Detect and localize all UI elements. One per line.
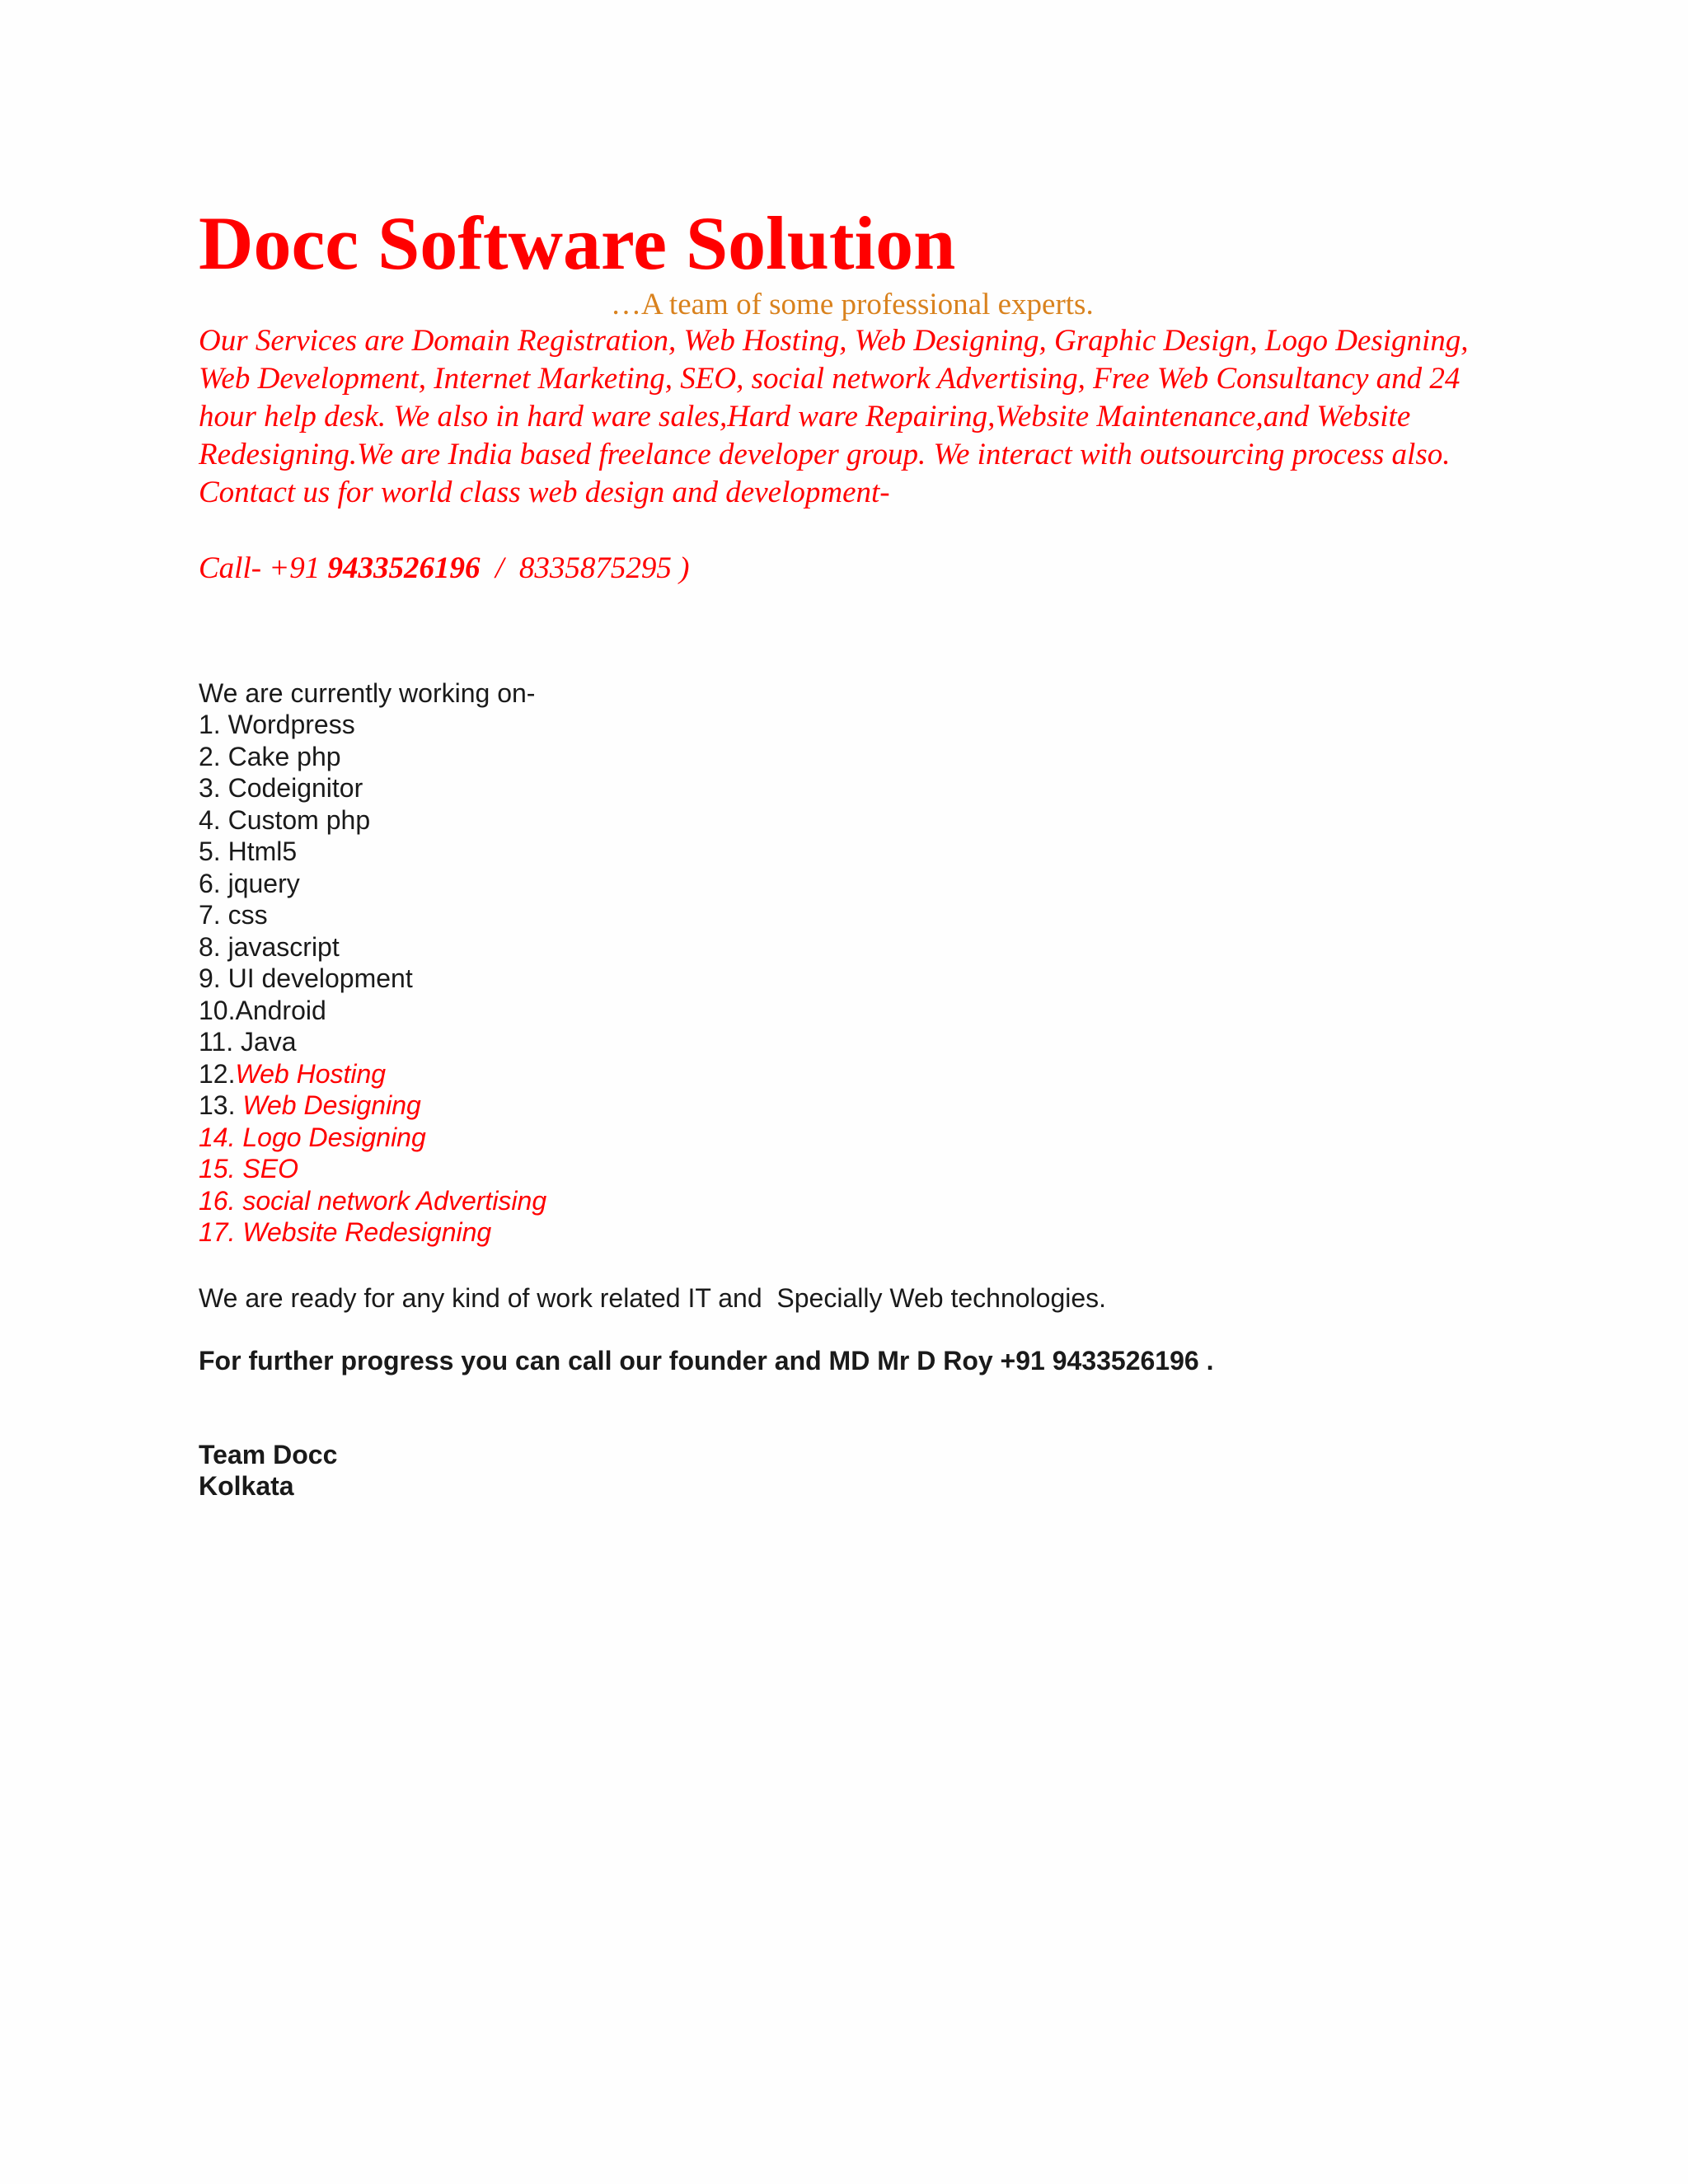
list-item: 12.Web Hosting xyxy=(199,1058,387,1089)
list-item: 13. Web Designing xyxy=(199,1090,421,1120)
company-tagline: …A team of some professional experts. xyxy=(611,288,1094,321)
call-line xyxy=(199,550,689,588)
list-item: 14. Logo Designing xyxy=(199,1122,426,1152)
list-item: 16. social network Advertising xyxy=(199,1185,547,1216)
list-item: 10.Android xyxy=(199,995,326,1025)
list-item: 2. Cake php xyxy=(199,741,341,771)
primary-phone-number: 9433526196 xyxy=(327,551,481,585)
company-title: Docc Software Solution xyxy=(199,201,956,285)
list-item: 3. Codeignitor xyxy=(199,773,363,803)
secondary-phone-number: 8335875295 ) xyxy=(518,551,690,585)
signature-team: Team Docc xyxy=(199,1440,338,1469)
services-paragraph: Our Services are Domain Registration, Web Hosting, Web Designing, Graphic Design, Logo Designing, Web Development, Internet Marketing, SEO, social network Advertising, Free Web Consultancy and 24 hour help desk. We also in hard ware sales,Hard ware Repairing,Website Maintenance,and Website Redesigning.We are India based freelance developer group. We interact with outsourcing process also. Contact us for world class web design and development- xyxy=(199,324,1469,509)
list-item: 1. Wordpress xyxy=(199,710,355,739)
call-prefix: Call- +91 xyxy=(199,551,328,585)
list-item: 5. Html5 xyxy=(199,837,298,866)
list-item: 6. jquery xyxy=(199,868,300,898)
working-intro: We are currently working on- xyxy=(199,678,536,708)
further-contact-statement: For further progress you can call our founder and MD Mr D Roy +91 9433526196 . xyxy=(199,1346,1214,1376)
ready-statement: We are ready for any kind of work related IT and Specially Web technologies. xyxy=(199,1283,1107,1313)
list-item: 4. Custom php xyxy=(199,804,371,835)
technology-list xyxy=(199,709,546,1249)
signature-city: Kolkata xyxy=(199,1471,294,1501)
list-item: 15. SEO xyxy=(199,1154,298,1183)
list-item: 11. Java xyxy=(199,1027,297,1057)
call-separator: / xyxy=(480,551,519,585)
list-item: 7. css xyxy=(199,900,268,930)
list-item: 9. UI development xyxy=(199,963,413,993)
list-item: 17. Website Redesigning xyxy=(199,1217,492,1247)
list-item: 8. javascript xyxy=(199,931,340,962)
